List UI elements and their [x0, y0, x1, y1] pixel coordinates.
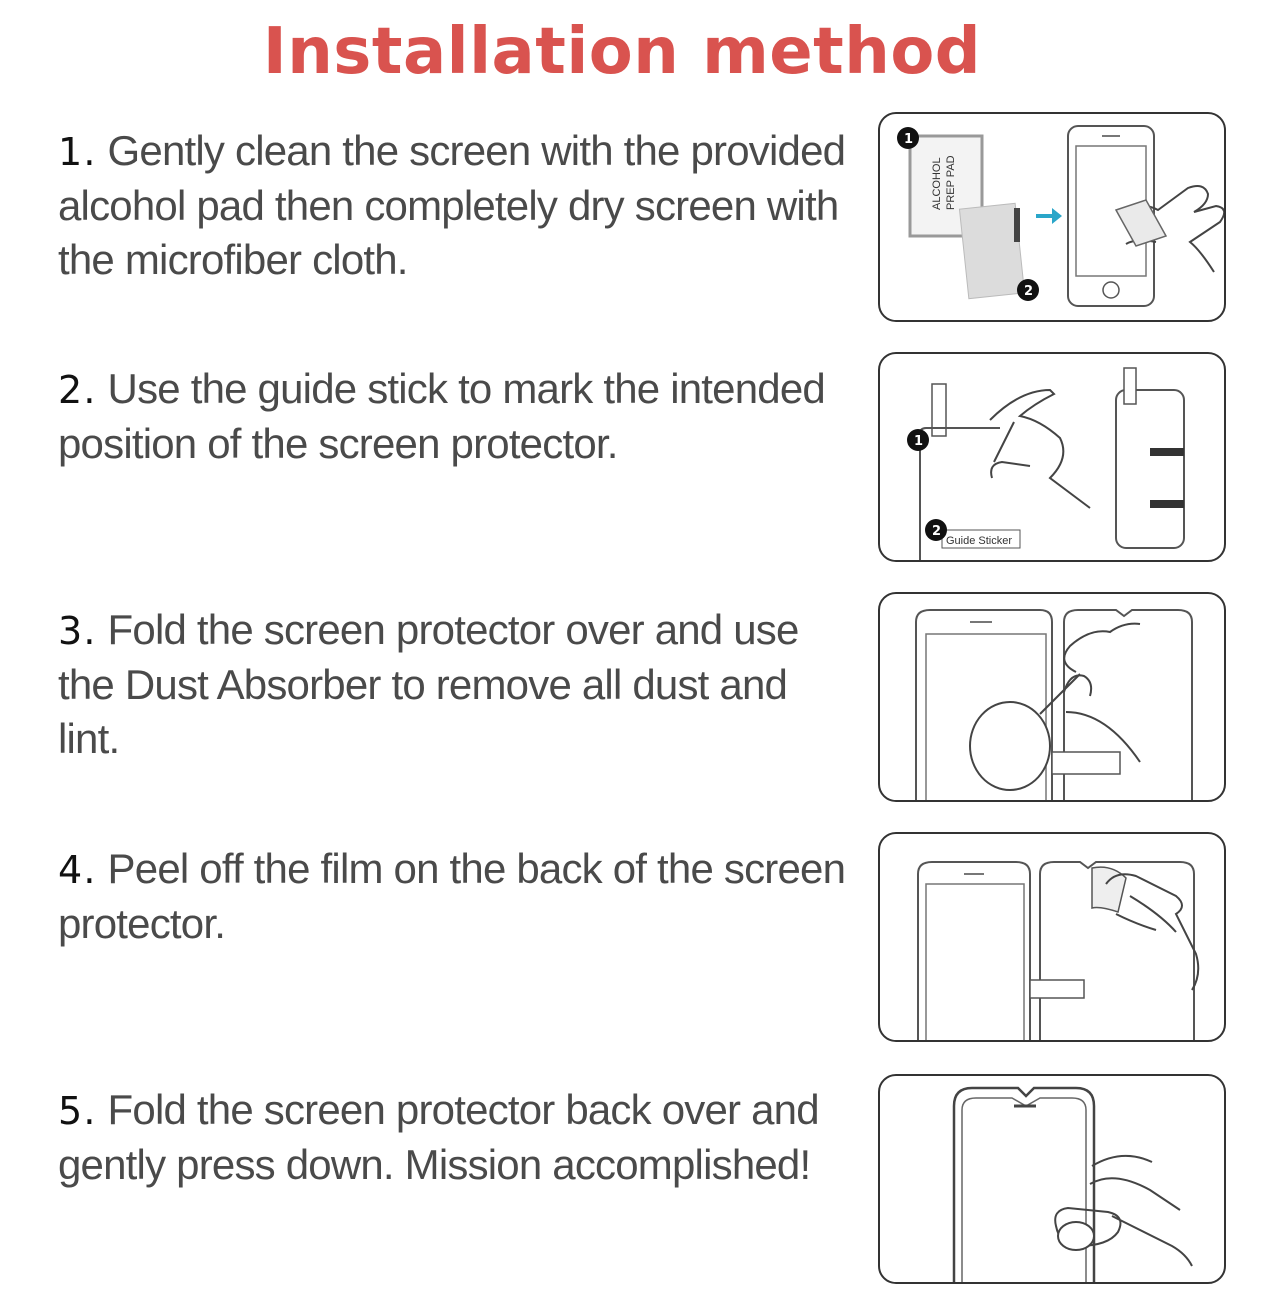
step-number: 1 [58, 130, 82, 174]
step-3: 3. Fold the screen protector over and use the Dust Absorber to remove all dust and lint. [58, 606, 799, 762]
step-1-drawing [880, 114, 1224, 320]
step-2-illustration [878, 352, 1226, 562]
step-5-illustration [878, 1074, 1226, 1284]
step-number: 4 [58, 848, 82, 892]
step-3-drawing [880, 594, 1224, 800]
step-4: 4. Peel off the film on the back of the screen protector. [58, 845, 846, 947]
step-5: 5. Fold the screen protector back over and gently press down. Mission accomplished! [58, 1086, 819, 1188]
step-text: Fold the screen protector back over and gently press down. Mission accomplished! [58, 1086, 819, 1188]
badge-2-text: 2 [1024, 284, 1034, 299]
step-text: Peel off the film on the back of the screen protector. [58, 845, 846, 947]
step-3-illustration [878, 592, 1226, 802]
step-2-drawing [880, 354, 1224, 560]
step-2: 2. Use the guide stick to mark the intended position of the screen protector. [58, 365, 825, 467]
step-text: Fold the screen protector over and use the Dust Absorber to remove all dust and lint. [58, 606, 799, 762]
step-text: Gently clean the screen with the provided alcohol pad then completely dry screen with the microfiber cloth. [58, 127, 846, 283]
pad-label-2: PREP PAD [945, 155, 957, 210]
step-5-drawing [880, 1076, 1224, 1282]
guide-sticker-label: Guide Sticker [946, 535, 1013, 547]
phone-icon [1116, 390, 1184, 548]
step-1-illustration [878, 112, 1226, 322]
step-number: 2 [58, 368, 82, 412]
arrow-right-icon [1036, 208, 1062, 224]
badge-1-text: 1 [914, 434, 924, 449]
step-1: 1. Gently clean the screen with the provided alcohol pad then completely dry screen with the microfiber cloth. [58, 127, 846, 283]
badge-1-text: 1 [904, 132, 914, 147]
step-number: 5 [58, 1089, 82, 1133]
step-4-drawing [880, 834, 1224, 1040]
step-number: 3 [58, 609, 82, 653]
pad-label-1: ALCOHOL [931, 157, 943, 210]
step-4-illustration [878, 832, 1226, 1042]
badge-2-text: 2 [932, 524, 942, 539]
phone-icon [954, 1088, 1094, 1282]
cloth-tag [1014, 208, 1020, 242]
hand-icon [990, 390, 1090, 508]
dust-absorber-icon [970, 702, 1050, 790]
page-title: Installation method [262, 15, 982, 89]
step-text: Use the guide stick to mark the intended position of the screen protector. [58, 365, 825, 467]
